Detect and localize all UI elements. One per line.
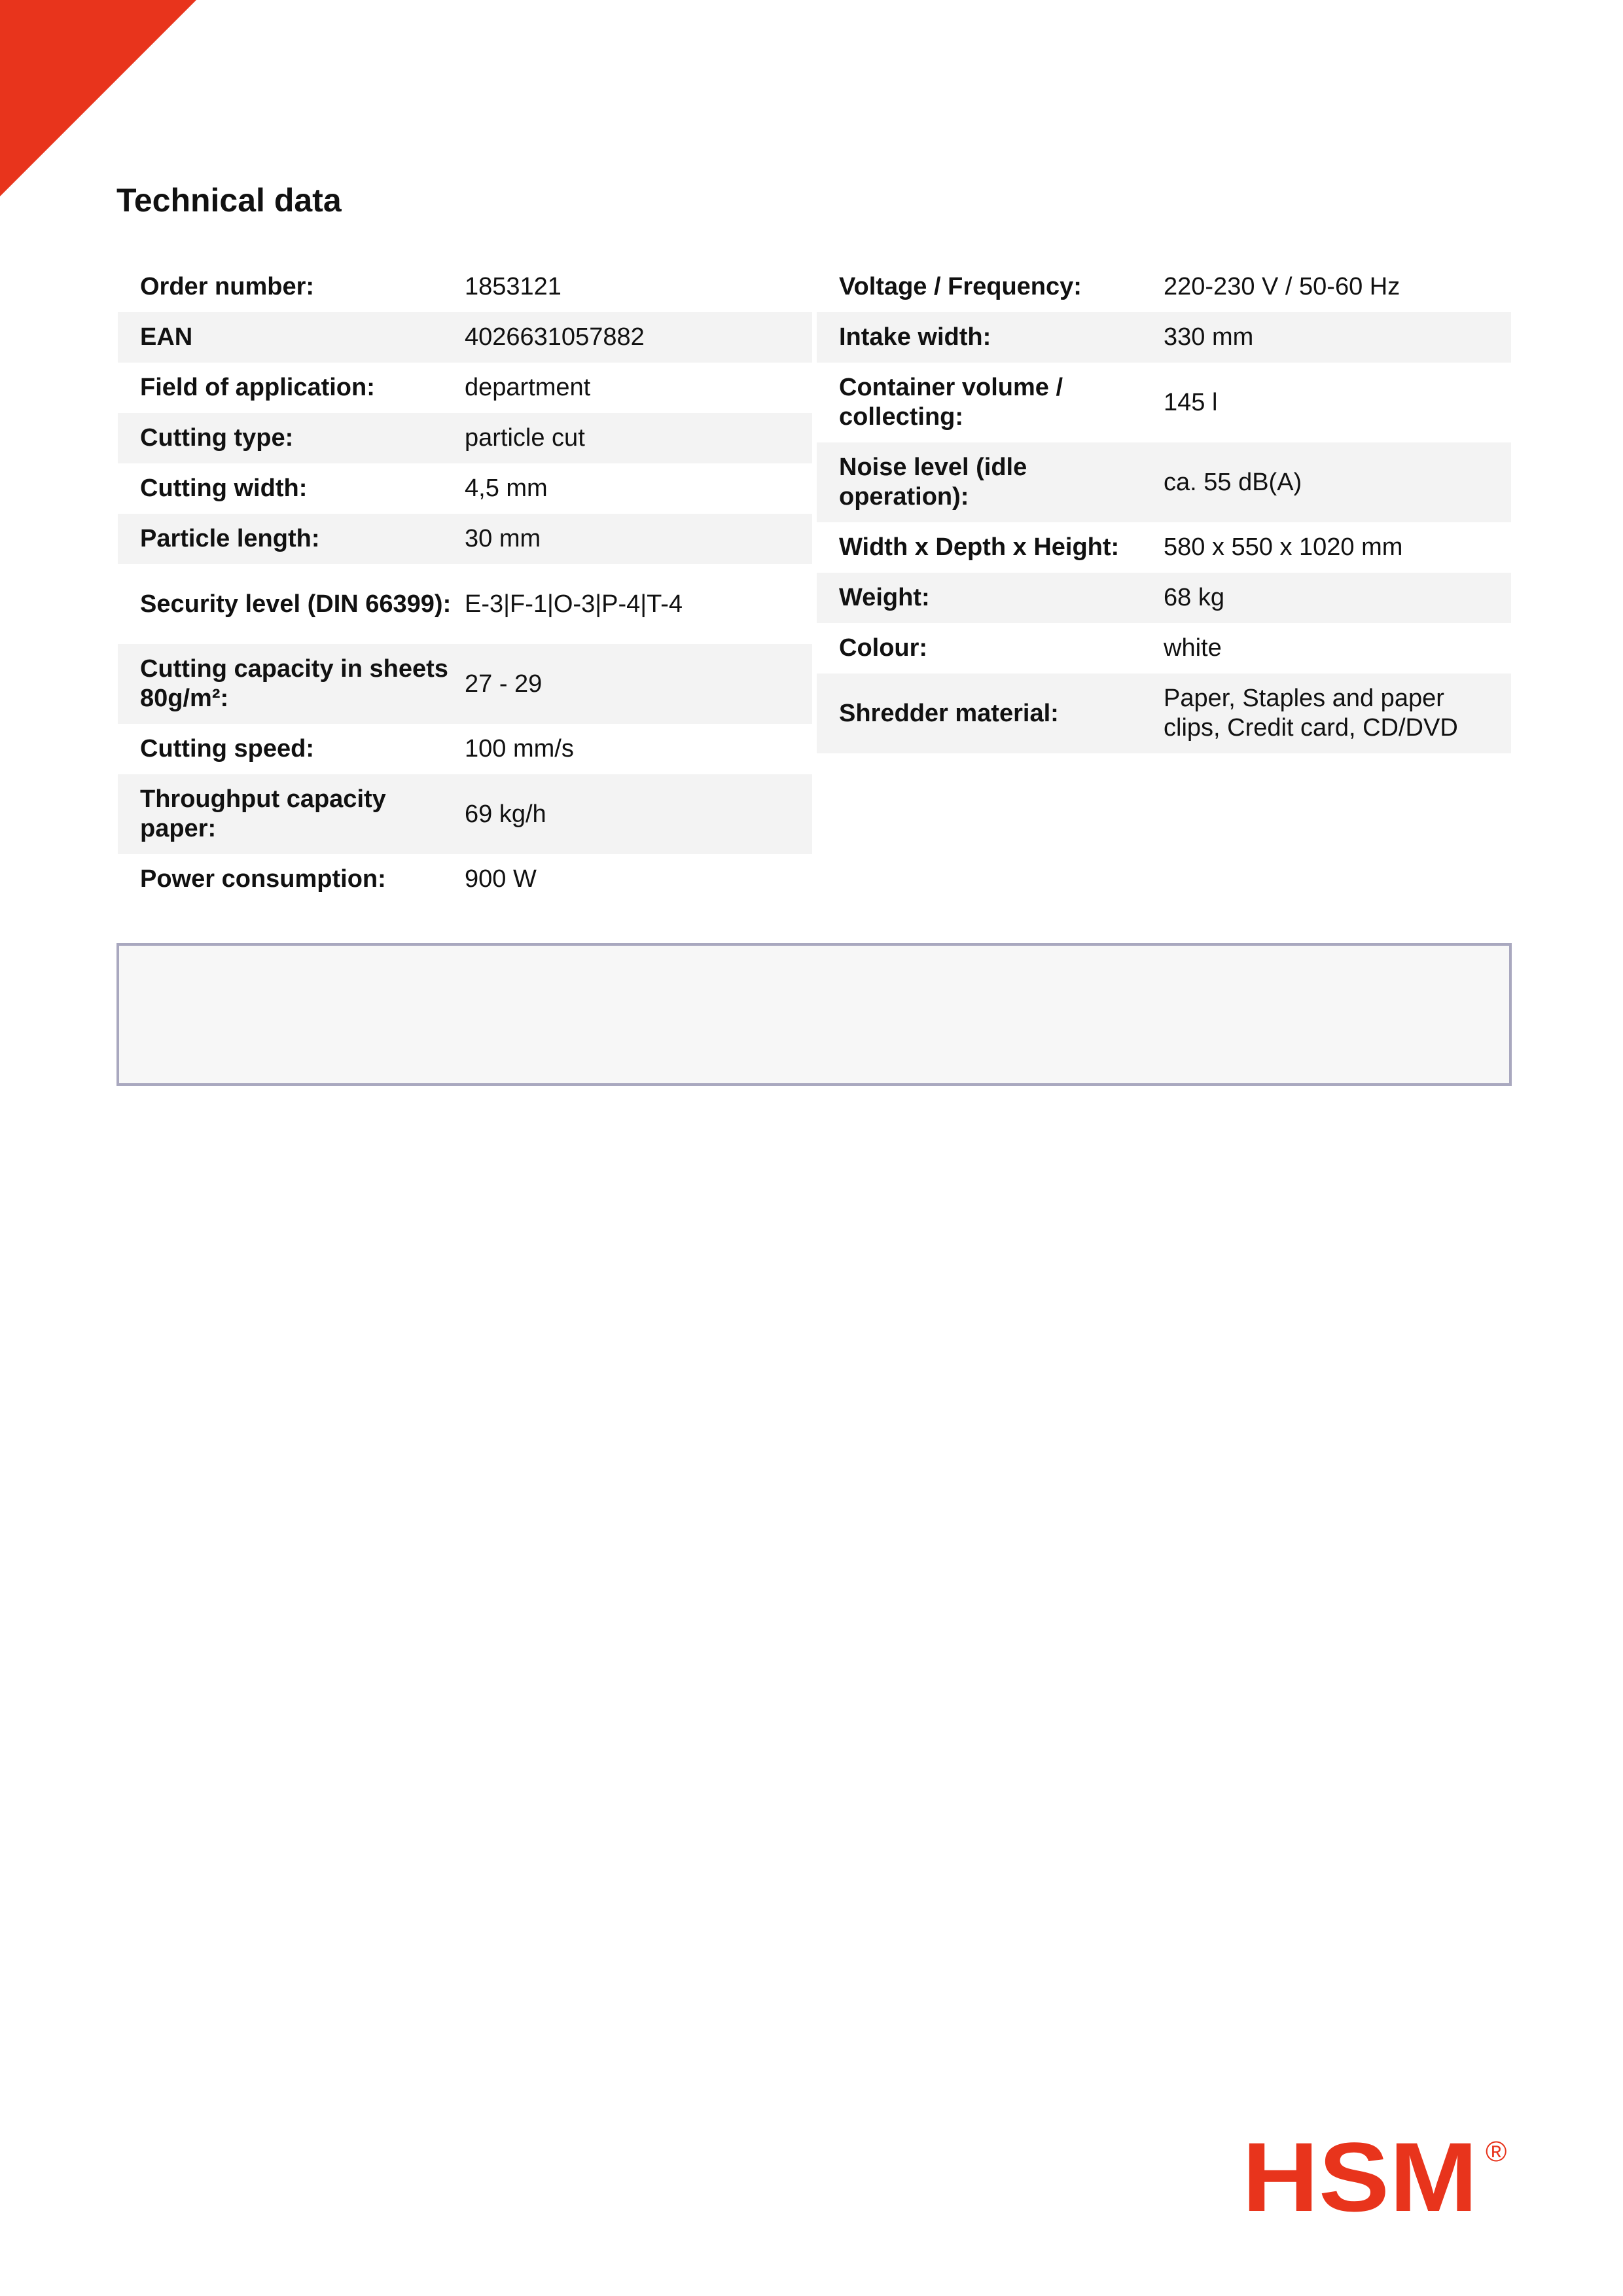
hsm-logo — [1237, 2134, 1512, 2219]
spec-label: Width x Depth x Height: — [839, 533, 1120, 561]
spec-label: Cutting type: — [140, 424, 294, 452]
spec-value: 145 l — [1164, 388, 1218, 416]
spec-value: 30 mm — [465, 525, 541, 552]
logo-text: HSM — [1242, 2134, 1478, 2219]
spec-row — [817, 262, 1511, 312]
spec-row — [118, 724, 812, 774]
spec-value: E-3|F-1|O-3|P-4|T-4 — [465, 590, 683, 618]
spec-value: Paper, Staples and paper clips, Credit card, CD/DVD — [1164, 685, 1458, 742]
spec-row — [817, 363, 1511, 442]
spec-value: department — [465, 374, 591, 401]
spec-value: 100 mm/s — [465, 735, 574, 762]
spec-row — [118, 514, 812, 564]
spec-value: 900 W — [465, 865, 537, 893]
spec-value: 68 kg — [1164, 584, 1224, 611]
spec-row — [118, 463, 812, 514]
registered-mark: ® — [1486, 2136, 1507, 2168]
spec-label: Order number: — [140, 273, 315, 300]
spec-value: 1853121 — [465, 273, 562, 300]
spec-value: 4026631057882 — [465, 323, 645, 351]
spec-value: ca. 55 dB(A) — [1164, 468, 1302, 496]
spec-value: 220-230 V / 50-60 Hz — [1164, 273, 1400, 300]
spec-row — [817, 623, 1511, 673]
spec-label: Throughput capacity paper: — [140, 785, 386, 842]
spec-value: particle cut — [465, 424, 585, 452]
spec-row — [118, 564, 812, 644]
spec-label: Shredder material: — [839, 699, 1059, 727]
spec-value: 330 mm — [1164, 323, 1254, 351]
spec-label: Cutting speed: — [140, 735, 314, 762]
spec-row — [817, 522, 1511, 573]
spec-row — [817, 312, 1511, 363]
spec-row — [817, 442, 1511, 522]
spec-row — [118, 774, 812, 854]
notes-box — [116, 943, 1512, 1086]
spec-value: white — [1164, 634, 1222, 662]
spec-row — [817, 673, 1511, 753]
corner-accent — [0, 0, 196, 196]
spec-label: Colour: — [839, 634, 928, 662]
spec-label: Particle length: — [140, 525, 320, 552]
spec-label: Container volume / collecting: — [839, 374, 1063, 431]
spec-value: 580 x 550 x 1020 mm — [1164, 533, 1403, 561]
spec-label: Cutting width: — [140, 475, 308, 502]
page-title: Technical data — [116, 182, 342, 219]
spec-label: EAN — [140, 323, 193, 351]
spec-row — [118, 312, 812, 363]
spec-label: Weight: — [839, 584, 930, 611]
spec-value: 4,5 mm — [465, 475, 548, 502]
spec-label: Field of application: — [140, 374, 375, 401]
spec-row — [118, 644, 812, 724]
spec-row — [118, 363, 812, 413]
spec-label: Intake width: — [839, 323, 991, 351]
spec-value: 27 - 29 — [465, 670, 543, 698]
spec-row — [118, 413, 812, 463]
spec-label: Power consumption: — [140, 865, 386, 893]
spec-row — [118, 262, 812, 312]
spec-label: Noise level (idle operation): — [839, 454, 1027, 511]
spec-label: Cutting capacity in sheets 80g/m²: — [140, 655, 448, 712]
spec-label: Security level (DIN 66399): — [140, 590, 452, 618]
spec-label: Voltage / Frequency: — [839, 273, 1082, 300]
spec-table-right — [817, 262, 1511, 753]
spec-row — [118, 854, 812, 905]
spec-table-left — [118, 262, 812, 905]
spec-value: 69 kg/h — [465, 800, 546, 828]
spec-row — [817, 573, 1511, 623]
